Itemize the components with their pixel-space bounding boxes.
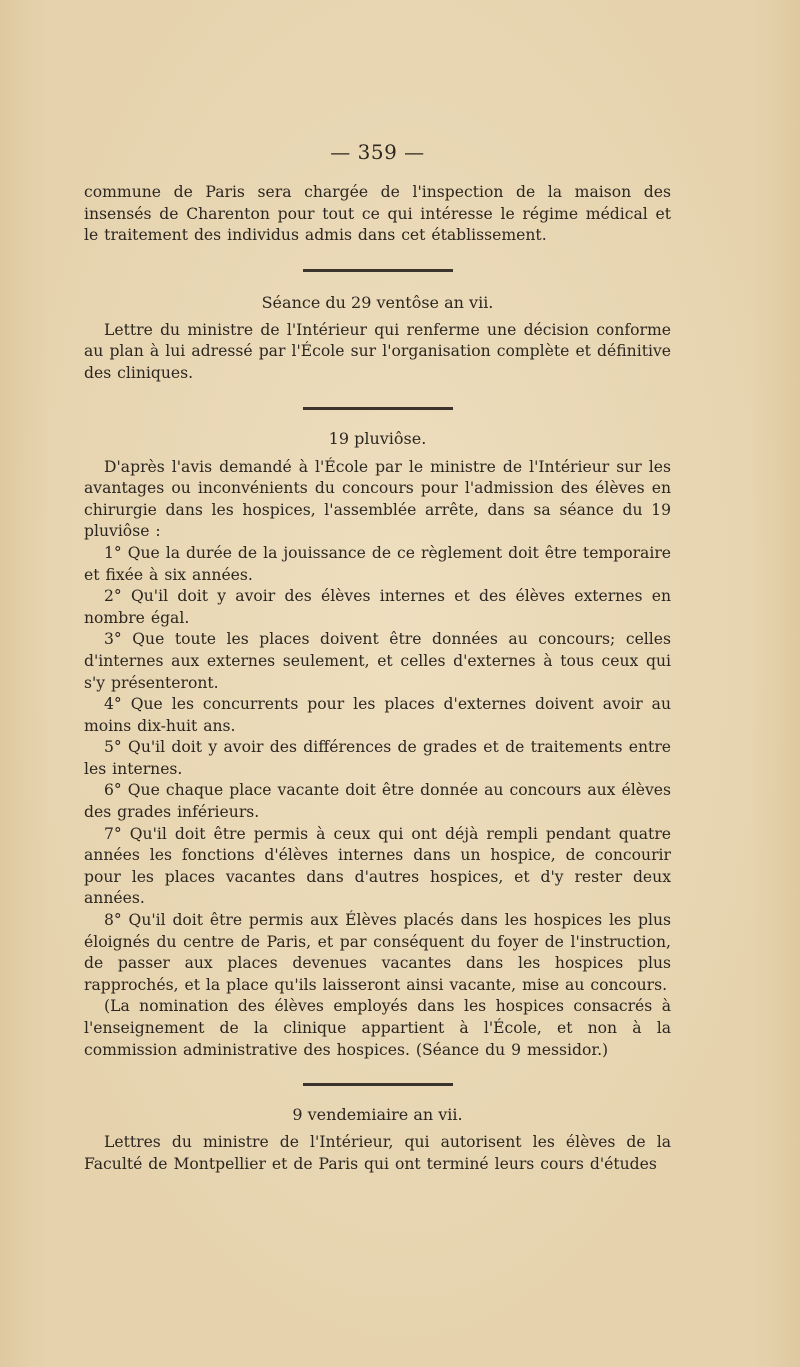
heading-vendemiaire: 9 vendemiaire an vii.: [292, 1105, 463, 1125]
article-3: 3° Que toute les places doivent être données au concours; celles d'internes aux externes seulement, et celles d'externes à tous ceux qui s'y présenteront.: [84, 630, 671, 692]
article-5: 5° Qu'il doit y avoir des différences de grades et de traitements entre les internes.: [84, 738, 671, 778]
heading-pluviose: 19 pluviôse.: [328, 428, 427, 448]
document-page: [84, 140, 671, 1175]
paragraph-nomination: (La nomination des élèves employés dans les hospices consacrés à l'enseignement de la clinique appartient à l'École, et non à la commission administrative des hospices. (Séance du 9 messidor.): [84, 997, 671, 1059]
paragraph-concours-intro: D'après l'avis demandé à l'École par le ministre de l'Intérieur sur les avantages ou inconvénients du concours pour l'admission des élèves en chirurgie dans les hospices, l'assemblée arrête, dans sa séance du 19 pluviôse :: [84, 457, 671, 541]
page-number: — 359 —: [330, 140, 425, 164]
heading-seance-ventose: Séance du 29 ventôse an vii.: [261, 292, 494, 312]
article-8: 8° Qu'il doit être permis aux Élèves placés dans les hospices les plus éloignés du centre de Paris, et par conséquent du foyer de l'instruction, de passer aux places devenues vacantes dans les hospices plus rapprochés, et la place qu'ils laisseront ainsi vacante, mise au concours.: [84, 911, 671, 994]
article-1: 1° Que la durée de la jouissance de ce règlement doit être temporaire et fixée à six années.: [84, 543, 671, 584]
article-6: 6° Que chaque place vacante doit être donnée au concours aux élèves des grades inférieurs.: [84, 781, 671, 822]
article-4: 4° Que les concurrents pour les places d'externes doivent avoir au moins dix-huit ans.: [84, 695, 671, 735]
paragraph-cliniques: Lettre du ministre de l'Intérieur qui renferme une décision conforme au plan à lui adressé par l'École sur l'organisation complète et définitive des cliniques.: [84, 320, 671, 382]
paragraph-montpellier: Lettres du ministre de l'Intérieur, qui autorisent les élèves de la Faculté de Montpellier et de Paris qui ont terminé leurs cours d'études: [84, 1133, 671, 1173]
section-divider: [303, 269, 453, 272]
section-divider: [303, 1083, 453, 1086]
article-7: 7° Qu'il doit être permis à ceux qui ont déjà rempli pendant quatre années les fonctions d'élèves internes dans un hospice, de concourir pour les places vacantes dans d'autres hospices, et d'y rester deux années.: [84, 824, 671, 908]
section-divider: [303, 407, 453, 410]
article-2: 2° Qu'il doit y avoir des élèves internes et des élèves externes en nombre égal.: [84, 587, 671, 627]
paragraph-charenton: commune de Paris sera chargée de l'inspection de la maison des insensés de Charenton pour tout ce qui intéresse le régime médical et le traitement des individus admis dans cet établissement.: [84, 183, 671, 245]
